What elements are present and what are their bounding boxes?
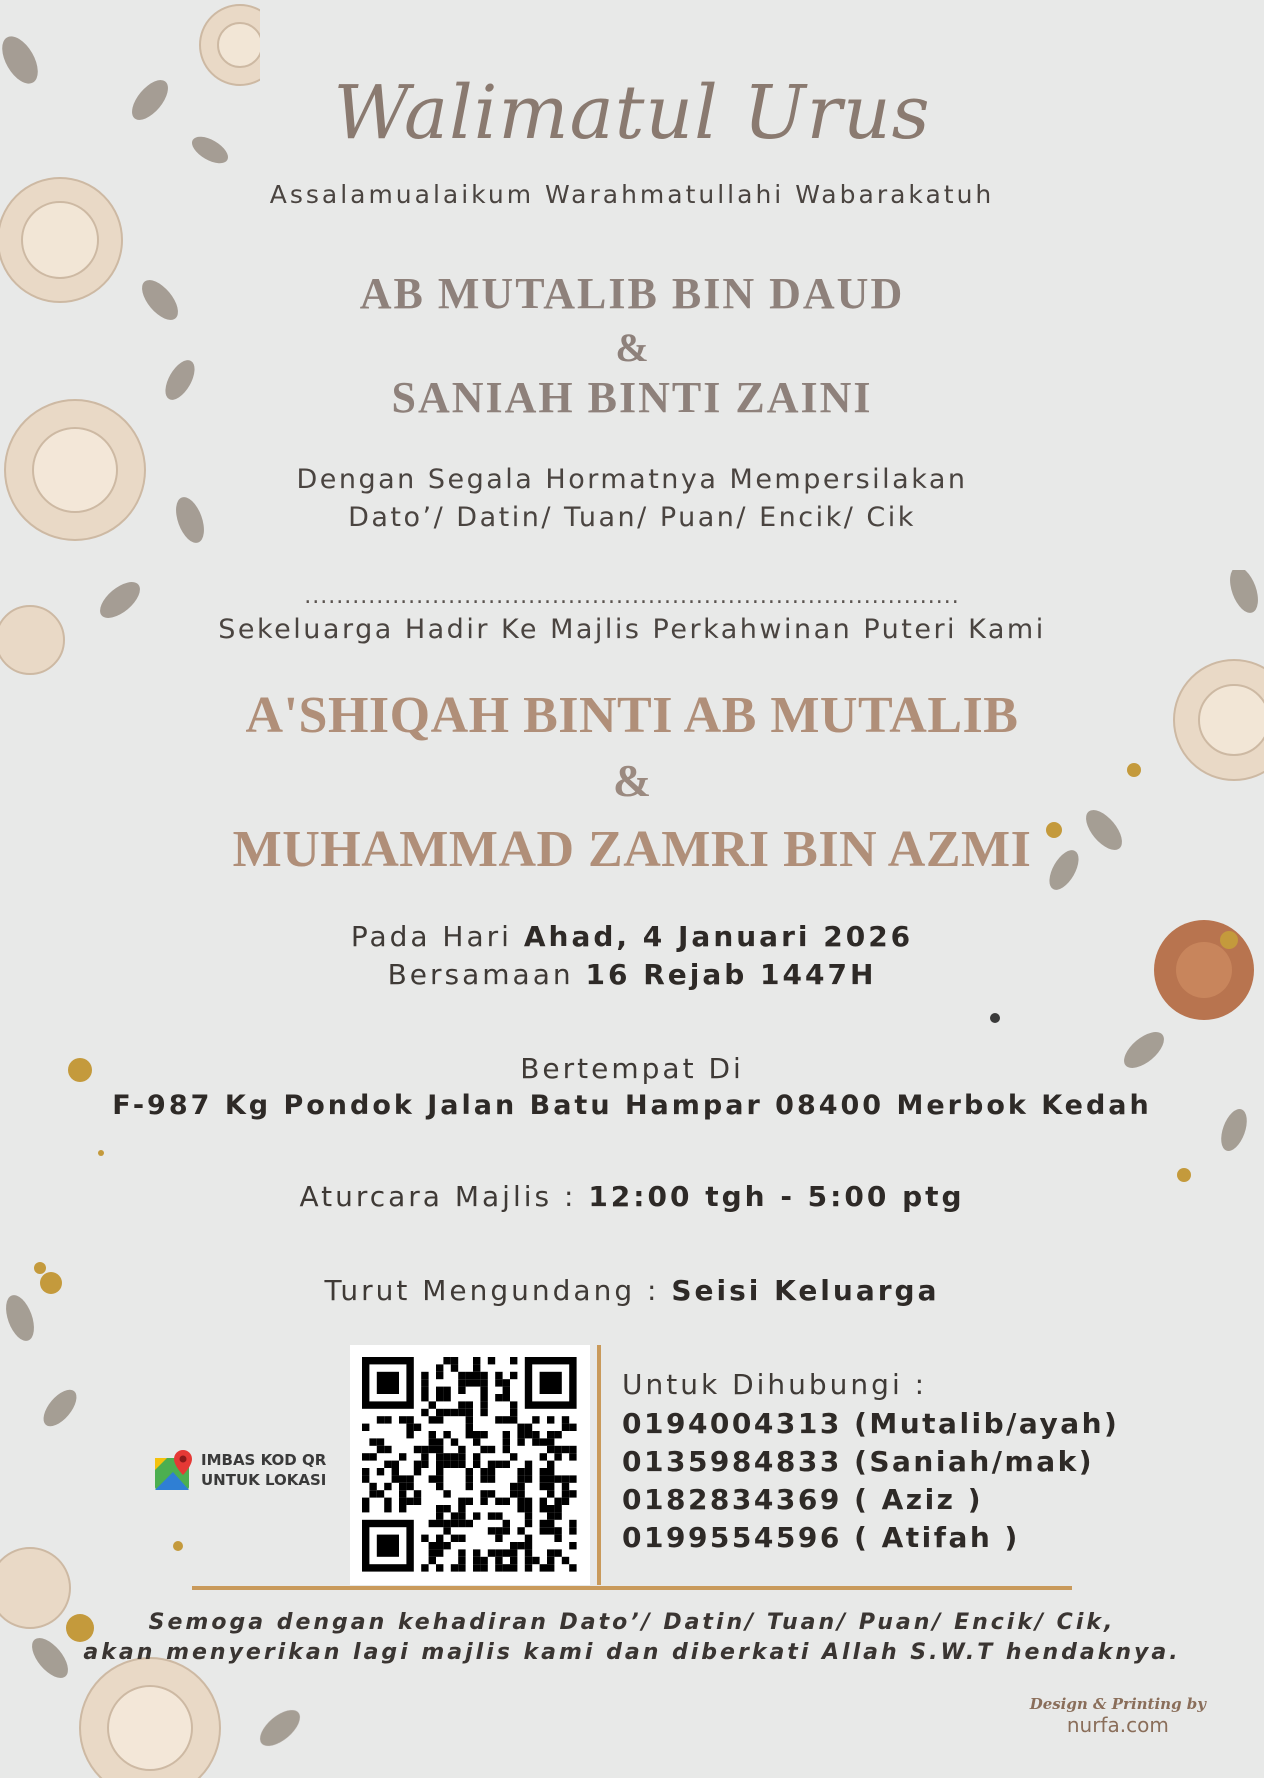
invitation-line-3: Sekeluarga Hadir Ke Majlis Perkahwinan Puteri Kami bbox=[218, 614, 1046, 645]
credit-line-1: Design & Printing by bbox=[1029, 1695, 1206, 1713]
contact-phone[interactable]: 0194004313 (Mutalib/ayah) bbox=[622, 1407, 1120, 1440]
qr-code-pattern bbox=[350, 1345, 590, 1585]
floral-decoration-bottom-left bbox=[0, 1258, 360, 1778]
contact-title: Untuk Dihubungi : bbox=[622, 1368, 928, 1401]
script-title: Walimatul Urus bbox=[333, 70, 931, 156]
bride-name: A'SHIQAH BINTI AB MUTALIB bbox=[245, 687, 1019, 744]
father-name: AB MUTALIB BIN DAUD bbox=[359, 269, 905, 318]
schedule bbox=[0, 1180, 1264, 1213]
credit-website[interactable]: nurfa.com bbox=[1066, 1713, 1169, 1737]
maps-hint bbox=[153, 1448, 326, 1492]
maps-text-line-2: UNTUK LOKASI bbox=[201, 1471, 327, 1489]
schedule-value: 12:00 tgh - 5:00 ptg bbox=[588, 1180, 965, 1213]
gold-dot bbox=[98, 1150, 104, 1156]
host-label: Turut Mengundang : bbox=[324, 1274, 672, 1307]
hijri-value: 16 Rejab 1447H bbox=[585, 958, 877, 991]
google-maps-icon bbox=[153, 1448, 197, 1492]
contact-phone[interactable]: 0182834369 ( Aziz ) bbox=[622, 1483, 984, 1516]
schedule-label: Aturcara Majlis : bbox=[299, 1180, 589, 1213]
mother-name: SANIAH BINTI ZAINI bbox=[391, 373, 873, 422]
event-hijri-date bbox=[0, 958, 1264, 991]
groom-name: MUHAMMAD ZAMRI BIN AZMI bbox=[232, 821, 1032, 878]
gold-horizontal-divider bbox=[192, 1586, 1072, 1590]
greeting: Assalamualaikum Warahmatullahi Wabarakatuh bbox=[269, 180, 995, 209]
invitation-line-1: Dengan Segala Hormatnya Mempersilakan bbox=[296, 464, 968, 495]
contact-phone[interactable]: 0135984833 (Saniah/mak) bbox=[622, 1445, 1095, 1478]
day-value: Ahad, 4 Januari 2026 bbox=[523, 920, 914, 953]
dotted-guest-line: .................................................................................. bbox=[304, 584, 960, 609]
location-qr-code[interactable] bbox=[350, 1345, 590, 1585]
hijri-label: Bersamaan bbox=[387, 958, 586, 991]
event-day bbox=[0, 920, 1264, 953]
invitation-line-2: Dato’/ Datin/ Tuan/ Puan/ Encik/ Cik bbox=[348, 502, 916, 533]
venue-address: F-987 Kg Pondok Jalan Batu Hampar 08400 Merbok Kedah bbox=[112, 1090, 1152, 1121]
host-value: Seisi Keluarga bbox=[671, 1274, 940, 1307]
parents-ampersand: & bbox=[615, 325, 649, 370]
contact-section bbox=[622, 1368, 1119, 1557]
closing-line-2: akan menyerikan lagi majlis kami dan diberkati Allah S.W.T hendaknya. bbox=[83, 1640, 1181, 1665]
designer-credit bbox=[1030, 1695, 1206, 1737]
contact-phone[interactable]: 0199554596 ( Atifah ) bbox=[622, 1521, 1020, 1554]
host bbox=[0, 1274, 1264, 1307]
couple-ampersand: & bbox=[612, 755, 652, 806]
dark-dot bbox=[990, 1013, 1000, 1023]
maps-text-line-1: IMBAS KOD QR bbox=[201, 1451, 327, 1469]
closing-line-1: Semoga dengan kehadiran Dato’/ Datin/ Tuan/ Puan/ Encik/ Cik, bbox=[148, 1610, 1116, 1635]
day-label: Pada Hari bbox=[350, 920, 524, 953]
gold-vertical-divider bbox=[597, 1345, 601, 1585]
venue-label: Bertempat Di bbox=[520, 1052, 744, 1085]
